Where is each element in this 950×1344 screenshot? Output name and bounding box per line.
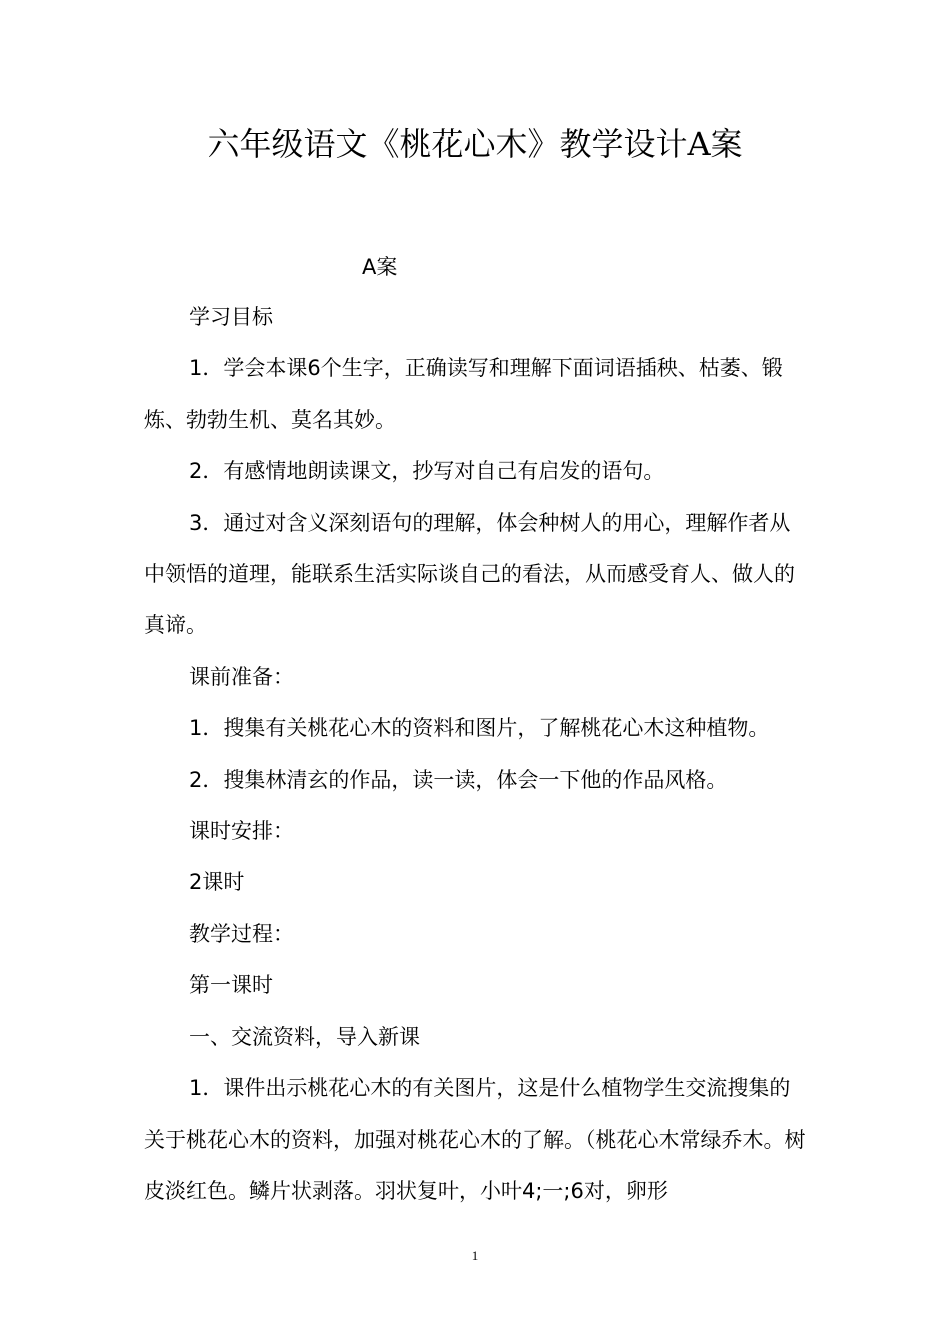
document-body: [144, 292, 808, 1217]
goal-item-1: 1．学会本课6个生字，正确读写和理解下面词语插秧、枯萎、锻炼、勃勃生机、莫名其妙。: [144, 356, 783, 432]
heading-schedule: 课时安排：: [189, 819, 294, 844]
preparation-item-2: 2．搜集林清玄的作品，读一读，体会一下他的作品风格。: [189, 767, 728, 792]
section-subtitle: A案: [362, 255, 398, 279]
lesson-one-heading: 第一课时: [189, 973, 273, 998]
page-number: 1: [471, 1248, 479, 1263]
document-title: 六年级语文《桃花心木》教学设计A案: [207, 125, 743, 163]
heading-learning-goals: 学习目标: [189, 305, 273, 329]
step-one-item-1: 1．课件出示桃花心木的有关图片，这是什么植物学生交流搜集的关于桃花心木的资料，加强对桃花心木的了解。（桃花心木常绿乔木。树皮淡红色。鳞片状剥落。羽状复叶，小叶4;一;6对，卵形: [144, 1076, 806, 1203]
goal-item-3: 3．通过对含义深刻语句的理解，体会种树人的用心，理解作者从中领悟的道理，能联系生活实际谈自己的看法，从而感受育人、做人的真谛。: [144, 510, 795, 638]
heading-process: 教学过程：: [189, 921, 294, 946]
step-one-heading: 一、交流资料，导入新课: [189, 1024, 420, 1049]
schedule-value: 2课时: [189, 870, 245, 895]
goal-item-2: 2．有感情地朗读课文，抄写对自己有启发的语句。: [189, 459, 665, 484]
heading-preparation: 课前准备：: [189, 664, 294, 689]
preparation-item-1: 1．搜集有关桃花心木的资料和图片，了解桃花心木这种植物。: [189, 716, 770, 741]
